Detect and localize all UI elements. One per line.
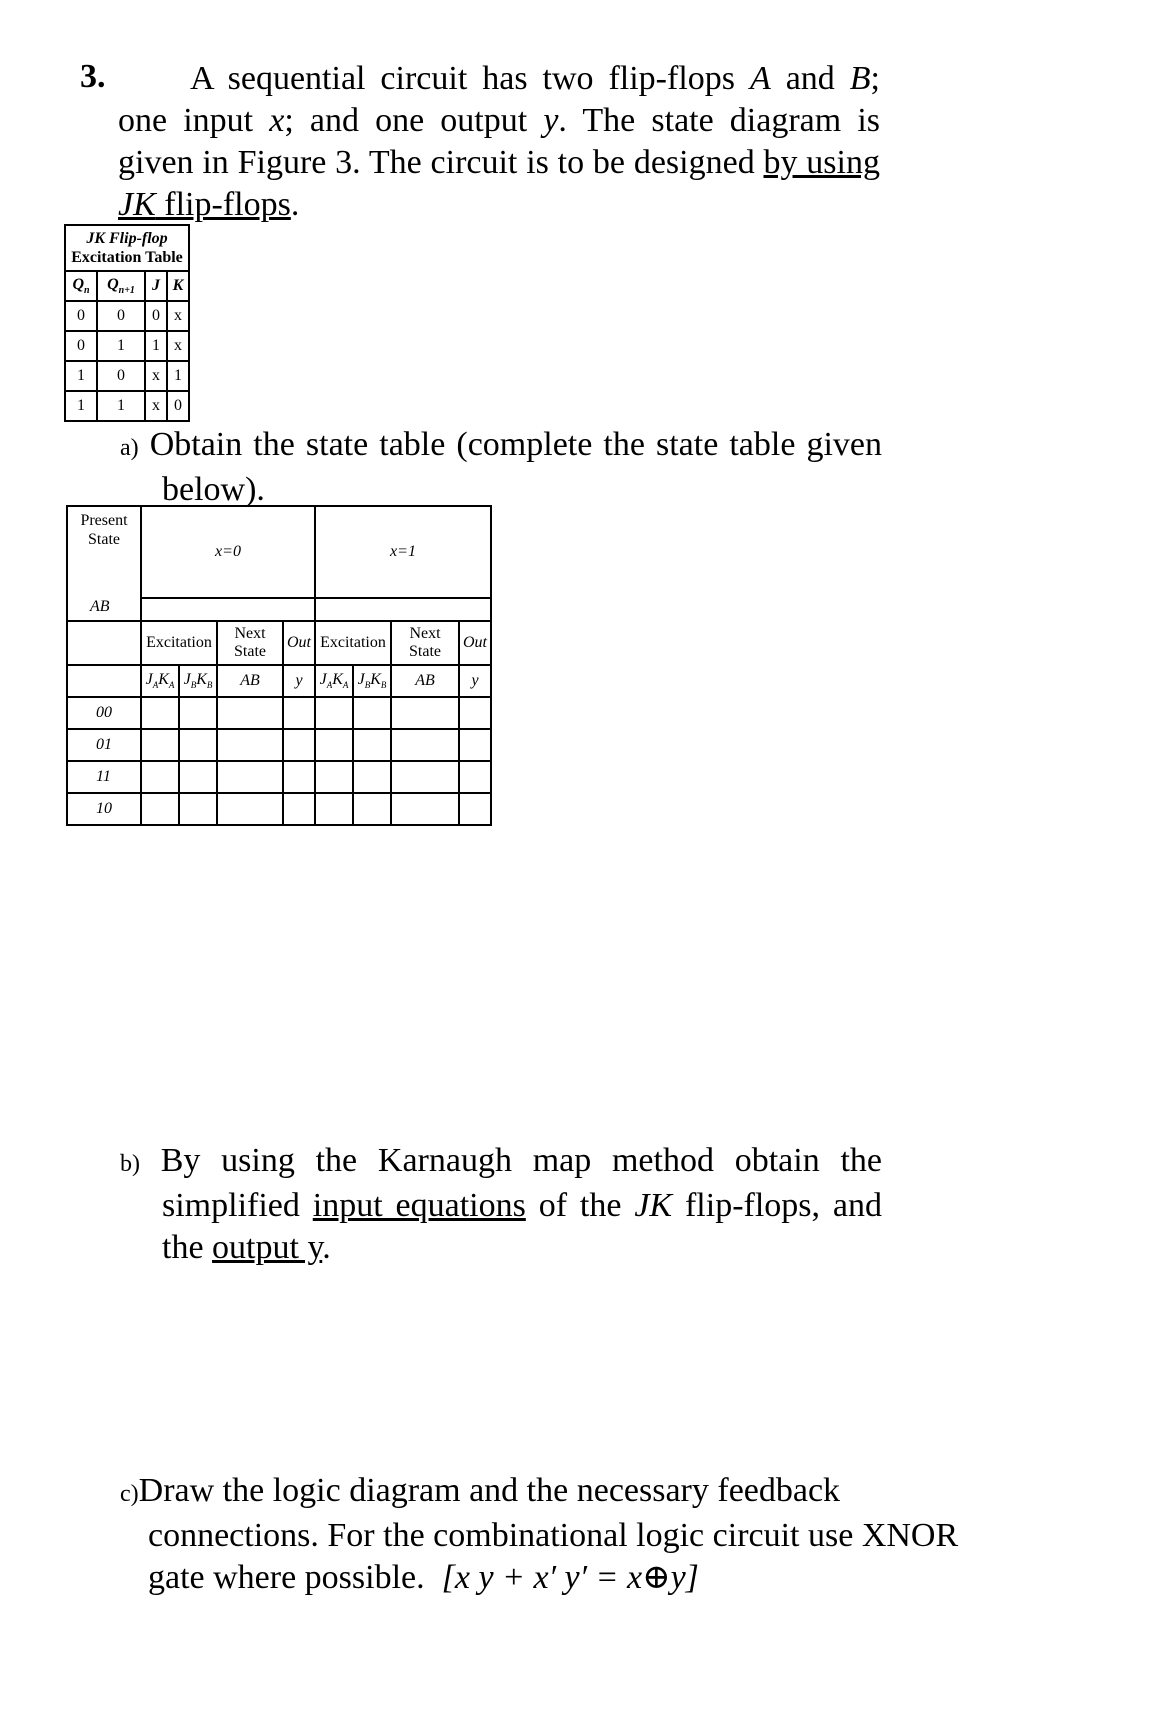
ja-ka-header-x1: $J_AK_A$ (315, 665, 353, 697)
underlined-output-y: output y (212, 1229, 323, 1266)
y-header-x1: y (459, 665, 491, 697)
header-qn: $Q_n$ (65, 271, 97, 301)
state-00: 00 (67, 697, 141, 729)
question-number: 3. (80, 58, 106, 95)
present-state-header: Present State (67, 506, 141, 598)
var-b: B (849, 60, 871, 97)
out-header-x1: Out (459, 621, 491, 665)
excitation-header-x0: Excitation (141, 621, 217, 665)
state-10: 10 (67, 793, 141, 825)
var-a: A (749, 60, 771, 97)
title-line-1: JK Flip-flop (86, 230, 168, 247)
table-row: 1 1 x 0 (65, 391, 189, 421)
text-run: ; one input (118, 60, 880, 139)
underlined-run: flip-flops (155, 186, 291, 223)
x0-header: x=0 (141, 506, 315, 598)
text-run: . (290, 186, 300, 223)
excitation-table-title (65, 225, 189, 271)
part-a-text: Obtain the state table (complete the state table given below). (149, 426, 883, 508)
table-row (67, 793, 491, 825)
jb-kb-header-x1: $J_BK_B$ (353, 665, 391, 697)
excitation-header-x1: Excitation (315, 621, 391, 665)
header-j: J (145, 271, 167, 301)
table-row (67, 761, 491, 793)
text-run: and (770, 60, 850, 97)
table-row: 0 1 1 x (65, 331, 189, 361)
part-c-text: Draw the logic diagram and the necessary feedback connections. For the combinational logic circuit use XNOR gate where possible. (138, 1472, 959, 1596)
table-row (67, 729, 491, 761)
xnor-formula: [x y + x′ y′ = x⊕y] (441, 1559, 699, 1596)
table-row (67, 697, 491, 729)
jb-kb-header-x0: $J_BK_B$ (179, 665, 217, 697)
table-row: 0 0 0 x (65, 301, 189, 331)
x1-header: x=1 (315, 506, 491, 598)
state-table (66, 505, 492, 826)
next-ab-header-x1: AB (391, 665, 459, 697)
title-line-2: Excitation Table (71, 249, 183, 266)
part-c-label: c) (120, 1481, 139, 1507)
next-ab-header-x0: AB (217, 665, 283, 697)
part-b-label: b) (120, 1151, 140, 1177)
state-01: 01 (67, 729, 141, 761)
problem-statement (118, 58, 880, 226)
part-c (120, 1470, 1000, 1599)
part-a (120, 424, 882, 511)
text-run: A sequential circuit has two flip-flops (190, 60, 750, 97)
underlined-input-equations: input equations (312, 1187, 526, 1224)
underlined-jk: JK (118, 186, 156, 223)
header-qn1: $Q_{n+1}$ (97, 271, 145, 301)
text-run: . The state diagram is given in Figure 3. The circuit is to be designed (118, 102, 880, 181)
ja-ka-header-x0: $J_AK_A$ (141, 665, 179, 697)
y-header-x0: y (283, 665, 315, 697)
var-y: y (543, 102, 559, 139)
next-state-header-x0: Next State (217, 621, 283, 665)
part-b: b) By using the Karnaugh map method obtain the simplified input equations of the JK flip-flops, and the output y. (120, 1142, 882, 1266)
text-run: ; and one output (284, 102, 544, 139)
out-header-x0: Out (283, 621, 315, 665)
table-row: 1 0 x 1 (65, 361, 189, 391)
header-k: K (167, 271, 189, 301)
next-state-header-x1: Next State (391, 621, 459, 665)
var-x: x (269, 102, 285, 139)
present-state-vars: AB (67, 598, 141, 621)
state-11: 11 (67, 761, 141, 793)
underlined-run: by using (763, 144, 880, 181)
jk-excitation-table (64, 224, 190, 422)
part-a-label: a) (120, 435, 139, 461)
